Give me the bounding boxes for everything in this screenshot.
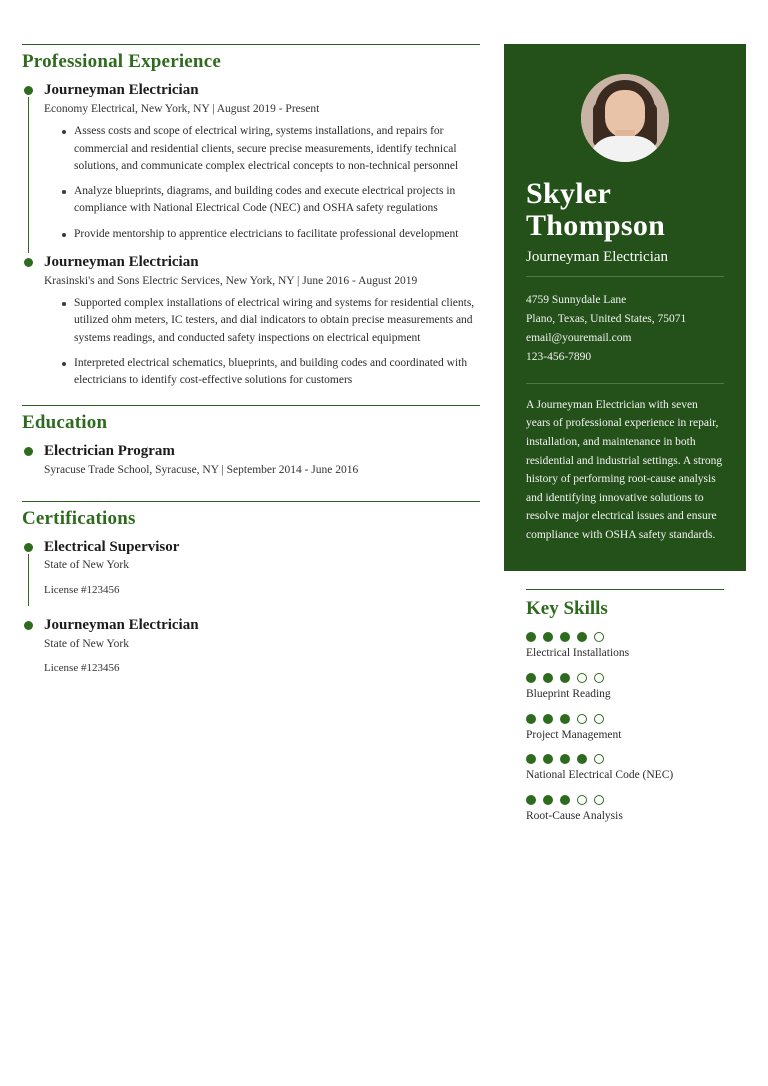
section-divider — [22, 44, 480, 45]
contact-email[interactable]: email@youremail.com — [526, 331, 632, 344]
skill-item — [526, 714, 724, 743]
experience-bullet-list — [44, 295, 480, 389]
list-item: Assess costs and scope of electrical wiring, systems installations, and repairs for commercial and residential clients, secure precise measurements, identify technical solutions, and communicate complex electrical concepts to non-technical personnel — [62, 123, 480, 175]
certification-license: License #123456 — [44, 662, 120, 675]
skill-rating — [526, 795, 724, 805]
skill-label: Electrical Installations — [526, 646, 630, 659]
certification-entry — [22, 616, 480, 674]
section-title-certifications: Certifications — [22, 507, 136, 529]
rating-dot — [543, 754, 553, 764]
section-key-skills — [504, 571, 746, 825]
rating-dot — [577, 795, 587, 805]
rating-dot — [594, 795, 604, 805]
list-item: Provide mentorship to apprentice electricians to facilitate professional development — [62, 226, 480, 243]
certification-entry — [22, 538, 480, 596]
skill-rating — [526, 754, 724, 764]
certification-license: License #123456 — [44, 583, 120, 596]
right-column — [504, 44, 746, 836]
rating-dot — [543, 795, 553, 805]
experience-company-dates: Krasinski's and Sons Electric Services, New York, NY | June 2016 - August 2019 — [44, 274, 418, 287]
rating-dot — [526, 754, 536, 764]
section-professional-experience — [22, 44, 480, 389]
rating-dot — [577, 714, 587, 724]
experience-bullet-list — [44, 123, 480, 243]
rating-dot — [543, 632, 553, 642]
section-divider — [22, 501, 480, 502]
rating-dot — [560, 754, 570, 764]
rating-dot — [577, 632, 587, 642]
education-school-dates: Syracuse Trade School, Syracuse, NY | September 2014 - June 2016 — [44, 464, 359, 477]
rating-dot — [560, 673, 570, 683]
list-item: Supported complex installations of electrical wiring and systems for residential clients, utilized ohm meters, IC testers, and dial indicators to obtain precise measurements and systems readings, and conducted safety inspections on electrical equipment — [62, 295, 480, 347]
section-title-skills: Key Skills — [526, 597, 608, 619]
section-divider — [22, 405, 480, 406]
experience-company-dates: Economy Electrical, New York, NY | August 2019 - Present — [44, 102, 320, 115]
last-name: Thompson — [526, 209, 666, 243]
rating-dot — [543, 714, 553, 724]
contact-phone[interactable]: 123-456-7890 — [526, 350, 592, 363]
first-name: Skyler — [526, 177, 612, 210]
section-divider — [526, 589, 724, 590]
skill-rating — [526, 632, 724, 642]
skill-label: Project Management — [526, 728, 622, 741]
skill-item — [526, 673, 724, 702]
rating-dot — [526, 673, 536, 683]
skill-item — [526, 754, 724, 783]
page-title — [526, 178, 724, 243]
left-column — [22, 44, 480, 684]
experience-entry — [22, 81, 480, 243]
skill-label: National Electrical Code (NEC) — [526, 769, 674, 782]
profile-summary: A Journeyman Electrician with seven years of professional experience in repair, installation, and maintenance in both residential and industrial settings. A strong history of performing root-cause analysis and identifying innovative solutions to resolve major electrical issues and ensure compliance with OSHA safety standards. — [526, 398, 723, 542]
rating-dot — [577, 754, 587, 764]
panel-divider — [526, 383, 724, 384]
skill-rating — [526, 714, 724, 724]
rating-dot — [577, 673, 587, 683]
section-title-experience: Professional Experience — [22, 51, 221, 72]
avatar — [581, 74, 669, 162]
skill-label: Root-Cause Analysis — [526, 810, 623, 823]
experience-job-title: Journeyman Electrician — [44, 82, 199, 98]
rating-dot — [594, 632, 604, 642]
contact-address-line1: 4759 Sunnydale Lane — [526, 293, 627, 306]
skill-item — [526, 795, 724, 824]
skill-label: Blueprint Reading — [526, 687, 611, 700]
list-item: Analyze blueprints, diagrams, and building codes and execute electrical projects in compliance with National Electrical Code (NEC) and OSHA safety regulations — [62, 183, 480, 218]
certification-title: Electrical Supervisor — [44, 538, 180, 555]
experience-entry — [22, 253, 480, 390]
rating-dot — [526, 632, 536, 642]
skill-rating — [526, 673, 724, 683]
experience-job-title: Journeyman Electrician — [44, 253, 199, 270]
certification-issuer: State of New York — [44, 637, 129, 650]
rating-dot — [560, 795, 570, 805]
rating-dot — [594, 673, 604, 683]
rating-dot — [560, 632, 570, 642]
profile-job-title: Journeyman Electrician — [526, 249, 724, 277]
section-certifications — [22, 501, 480, 675]
profile-panel — [504, 44, 746, 571]
education-entry — [22, 442, 480, 478]
rating-dot — [560, 714, 570, 724]
avatar-container — [526, 74, 724, 162]
section-title-education: Education — [22, 412, 108, 434]
rating-dot — [594, 754, 604, 764]
section-education — [22, 405, 480, 478]
education-program-title: Electrician Program — [44, 443, 175, 460]
certification-issuer: State of New York — [44, 559, 129, 572]
rating-dot — [543, 673, 553, 683]
rating-dot — [594, 714, 604, 724]
contact-address-line2: Plano, Texas, United States, 75071 — [526, 312, 687, 325]
certification-title: Journeyman Electrician — [44, 616, 199, 633]
rating-dot — [526, 795, 536, 805]
rating-dot — [526, 714, 536, 724]
skill-item — [526, 632, 724, 661]
list-item: Interpreted electrical schematics, blueprints, and building codes and coordinated with electricians to identify cost-effective solutions for customers — [62, 355, 480, 390]
